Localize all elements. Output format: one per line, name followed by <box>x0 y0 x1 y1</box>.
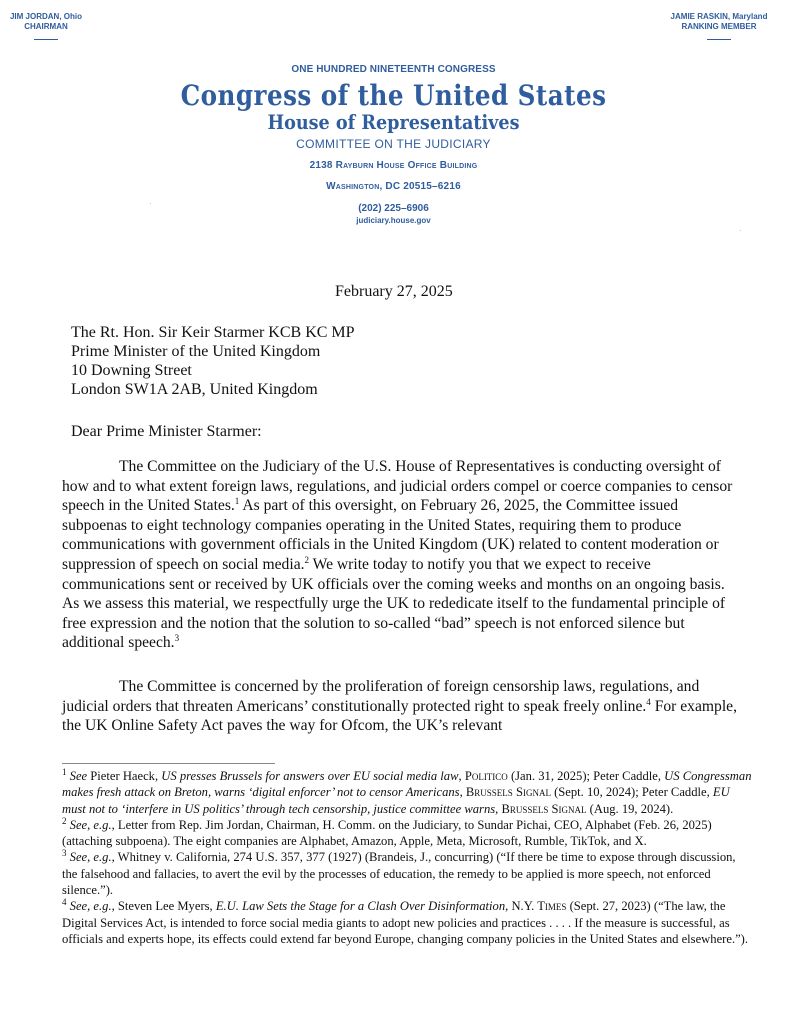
paragraph-text: As part of this oversight, on February 26, 2025, the Committee issued subpoenas to eight technology companies operating in the United States, requiring them to produce communications with government officials in the United Kingdom (UK) related to content moderation or suppression of speech on social media. <box>62 497 719 573</box>
recipient-line: The Rt. Hon. Sir Keir Starmer KCB KC MP <box>71 324 355 341</box>
footnote-ref-1[interactable]: 1 <box>234 496 240 506</box>
committee-website-link[interactable]: judiciary.house.gov <box>356 216 431 225</box>
office-city: Washington, DC 20515–6216 <box>326 181 461 192</box>
citation-signal: See, e.g., <box>69 899 115 914</box>
footnote-text: Steven Lee Myers, <box>114 899 216 914</box>
letter-date: February 27, 2025 <box>335 283 453 300</box>
paragraph-text: For example, the UK Online Safety Act paves the way for Ofcom, the UK’s relevant <box>62 697 737 735</box>
article-title: US presses Brussels for answers over EU social media law <box>161 769 459 783</box>
publication-name: Brussels Signal <box>465 785 551 800</box>
footnote-text: (Jan. 31, 2025); Peter Caddle, <box>507 769 665 783</box>
office-phone: (202) 225–6906 <box>358 203 429 214</box>
committee-name: COMMITTEE ON THE JUDICIARY <box>296 137 491 151</box>
footnote-ref-2[interactable]: 2 <box>304 554 310 565</box>
ranking-member-block <box>664 12 774 40</box>
letterhead-house: House of Representatives <box>267 110 520 134</box>
footnote-2 <box>62 817 752 850</box>
footnote-text: (Aug. 19, 2024). <box>586 801 674 816</box>
citation-signal: See, e.g., <box>69 817 115 832</box>
salutation: Dear Prime Minister Starmer: <box>71 423 262 440</box>
footnote-number: 1 <box>62 766 67 777</box>
footnote-text: (Sept. 10, 2024); Peter Caddle, <box>550 785 713 800</box>
footnote-number: 2 <box>62 815 67 826</box>
chairman-title: CHAIRMAN <box>24 22 68 31</box>
citation-signal: See <box>69 769 88 783</box>
recipient-line: London SW1A 2AB, United Kingdom <box>71 381 318 398</box>
footnote-text: , <box>459 785 466 800</box>
paragraph-text: The Committee is concerned by the proliferation of foreign censorship laws, regulations, and judicial orders that threaten Americans’ constitutionally protected right to speak freely online. <box>62 678 700 715</box>
article-title: US Congressman makes fresh attack on Breton, warns ‘digital enforcer’ not to censor Americans <box>62 769 752 800</box>
letterhead-title: Congress of the United States <box>180 79 607 112</box>
publication-name: Politico <box>464 769 508 783</box>
ranking-member-name: JAMIE RASKIN, Maryland <box>670 12 768 21</box>
footnote-text: (Sept. 27, 2023) (“The law, the Digital Services Act, is intended to force social media giants to adopt new policies and practices . . . . If the measure is successful, as officials and experts hope, its effects could extend far beyond Europe, changing company policies in the United States and elsewhere.”). <box>62 899 749 946</box>
article-title: EU must not to ‘interfere in US politics’ through tech censorship, justice committee warns <box>62 785 730 816</box>
ranking-member-divider <box>707 39 731 40</box>
footnote-1 <box>62 768 752 817</box>
recipient-address <box>71 323 355 399</box>
footnote-ref-3[interactable]: 3 <box>174 633 180 644</box>
paragraph-text: The Committee on the Judiciary of the U.S. House of Representatives is conducting oversight of how and to what extent foreign laws, regulations, and judicial orders compel or coerce companies to censor speech in the United States. <box>62 458 733 515</box>
ranking-member-title: RANKING MEMBER <box>681 22 757 31</box>
footnote-4 <box>62 898 752 947</box>
recipient-line: 10 Downing Street <box>71 362 192 379</box>
scan-speck <box>740 230 741 231</box>
footnote-divider <box>62 763 275 764</box>
footnote-text: , <box>458 769 465 783</box>
footnote-text: , <box>495 801 502 816</box>
footnote-text: Letter from Rep. Jim Jordan, Chairman, H. Comm. on the Judiciary, to Sundar Pichai, CEO, Alphabet (Feb. 26, 2025) (attaching subpoena). The eight companies are Alphabet, Amazon, Apple, Meta, Microsoft, Rumble, TikTok, and X. <box>62 817 712 849</box>
footnote-text: Pieter Haeck, <box>87 769 162 783</box>
paragraph-text: We write today to notify you that we expect to receive communications sent or received by UK officials over the coming weeks and months on an ongoing basis. As we assess this material, we respectfully urge the UK to rededicate itself to the fundamental principle of free expression and the notion that the solution to so-called “bad” speech is not enforced silence but additional speech. <box>62 555 726 652</box>
chairman-divider <box>34 39 58 40</box>
office-address: 2138 Rayburn House Office Building <box>309 160 478 171</box>
footnote-number: 4 <box>62 897 67 908</box>
article-title: E.U. Law Sets the Stage for a Clash Over Disinformation <box>215 899 506 914</box>
footnote-number: 3 <box>62 848 67 859</box>
footnote-3 <box>62 849 752 898</box>
citation-signal: See, e.g., <box>69 850 115 865</box>
body-paragraph-2 <box>62 677 742 736</box>
footnote-ref-4[interactable]: 4 <box>646 696 651 707</box>
publication-name: Brussels Signal <box>501 801 587 816</box>
recipient-line: Prime Minister of the United Kingdom <box>71 343 321 360</box>
chairman-name: JIM JORDAN, Ohio <box>9 12 82 21</box>
footnote-text: , <box>505 899 512 914</box>
chairman-block <box>6 12 86 40</box>
congress-number: ONE HUNDRED NINETEENTH CONGRESS <box>291 64 496 75</box>
publication-name: N.Y. Times <box>511 899 567 914</box>
scan-speck <box>150 203 151 204</box>
footnote-text: Whitney v. California, 274 U.S. 357, 377 (1927) (Brandeis, J., concurring) (“If there be time to expose through discussion, the falsehood and fallacies, to avert the evil by the processes of education, the remedy to be applied is more speech, not enforced silence.”). <box>62 850 736 898</box>
letterhead <box>0 64 787 226</box>
body-paragraph-1 <box>62 457 742 653</box>
footnotes <box>62 768 752 947</box>
